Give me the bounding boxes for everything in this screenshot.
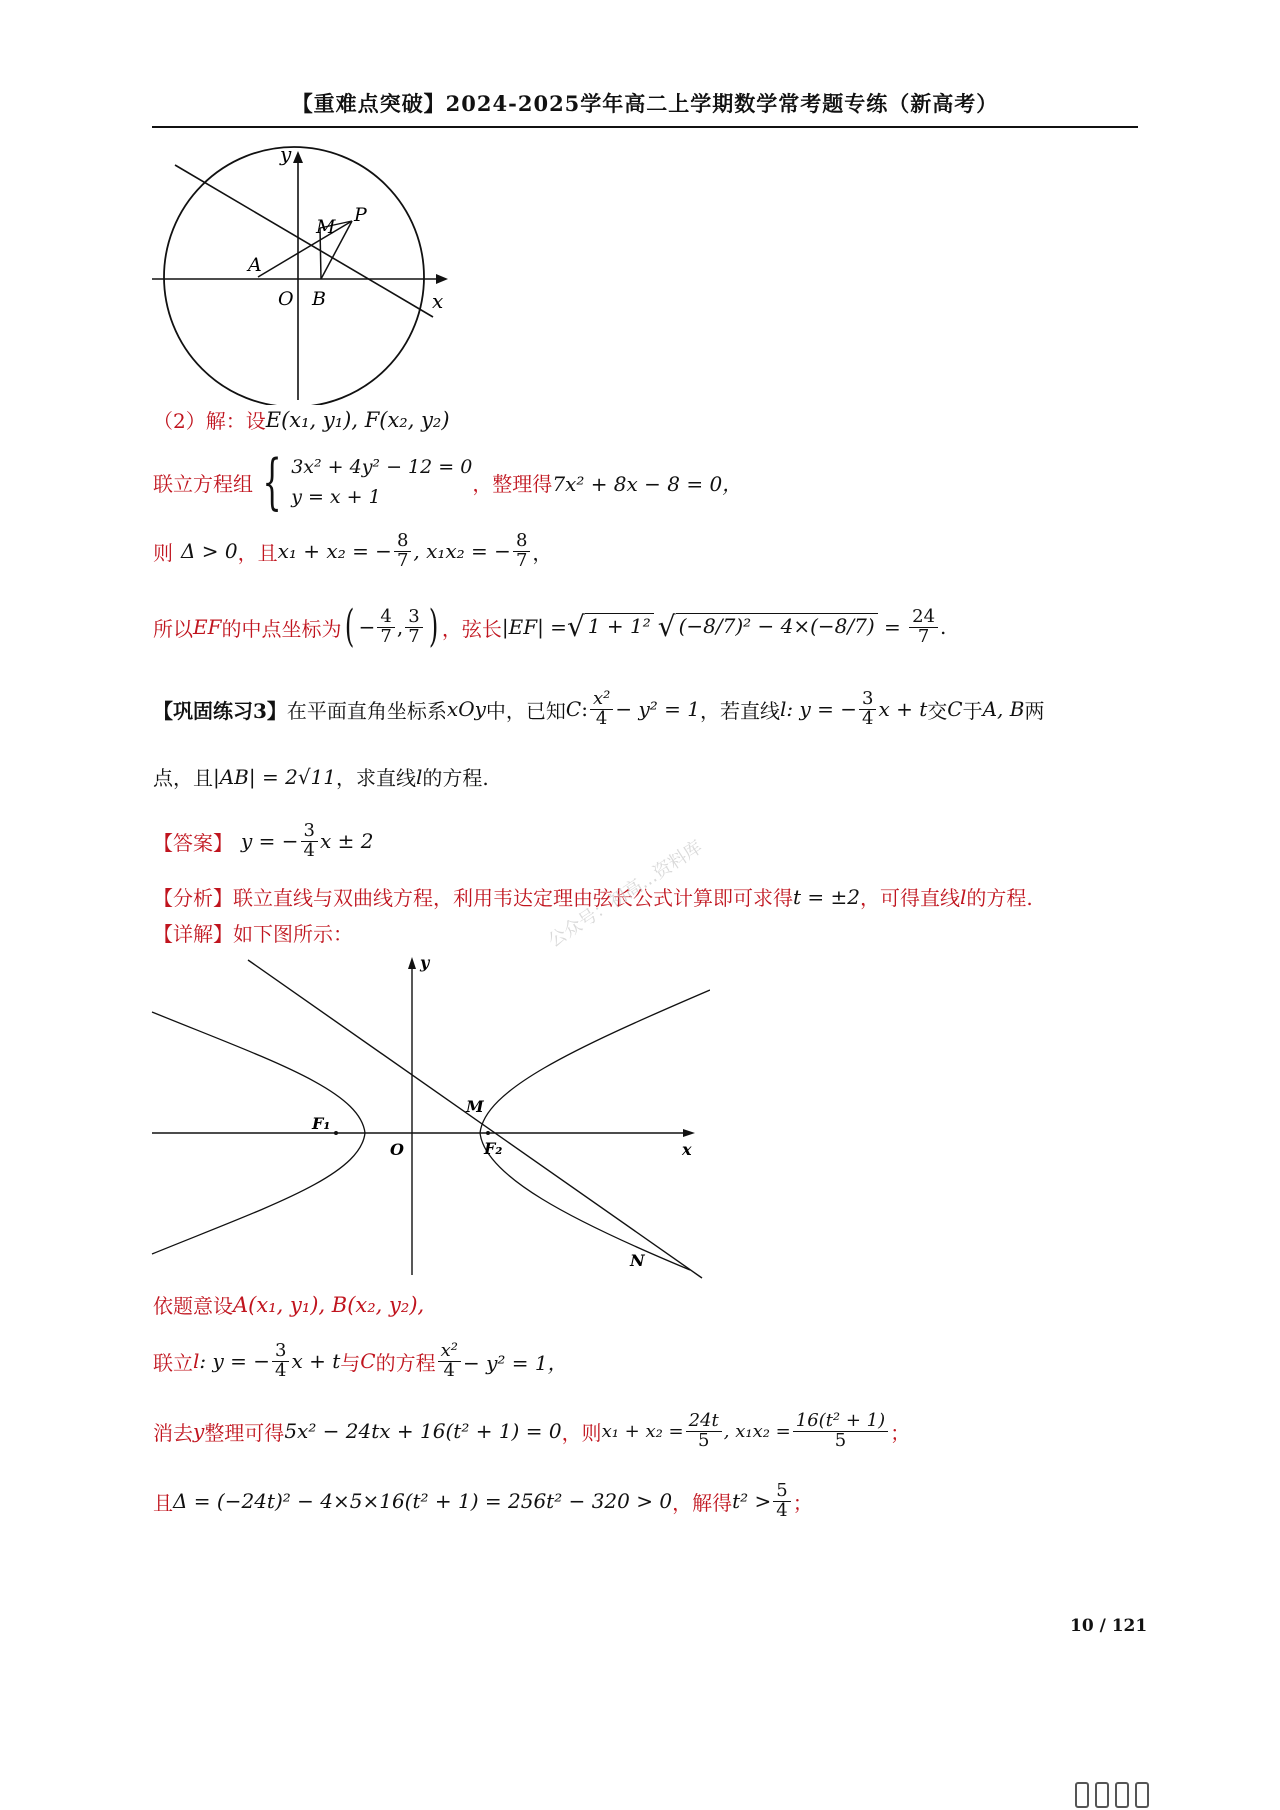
page-header-title: 【重难点突破】2024-2025学年高二上学期数学常考题专练（新高考） (291, 91, 999, 116)
label-O: O (278, 288, 294, 310)
step4-frac: $\frac{5}{4}$ (773, 1482, 790, 1521)
header-rule (152, 126, 1138, 128)
brace-symbol: { (262, 447, 282, 518)
label-M: M (316, 216, 336, 238)
step-3: 消去 y 整理可得 5x² − 24tx + 16(t² + 1) = 0 ，则 x₁ + x₂ = $\frac{24t}{5}$ , x₁x₂ = $\frac{\text{16(t² + 1)}}{5}$ ； (153, 1410, 911, 1451)
step2-curve: $\frac{\text{x²}}{4}$ (438, 1342, 461, 1381)
label-P: P (354, 204, 367, 226)
right-paren: ) (428, 601, 438, 652)
product-lhs: , x₁x₂ = − (413, 539, 511, 564)
exercise3-text-a: 在平面直角坐标系 (286, 698, 447, 723)
chord-lead: ，弦长 (441, 616, 502, 641)
label-A: A (248, 254, 262, 276)
chord-lhs: |EF| = (501, 615, 567, 639)
label-O: O (390, 1140, 404, 1159)
points-AB: A, B (982, 697, 1025, 722)
label-y: y (420, 953, 430, 972)
step2-slope: $\frac{3}{4}$ (272, 1342, 289, 1381)
line2-b: ，求直线 (336, 766, 417, 790)
line-secant (175, 165, 433, 317)
then-lead: 则 (153, 540, 173, 565)
x-axis-arrow (683, 1129, 695, 1137)
sqrt-1: √ 1 + 1² (567, 613, 654, 641)
step3-sum: $\frac{24t}{5}$ (686, 1412, 722, 1451)
focus-F1-dot (334, 1131, 338, 1135)
exercise3-text-c: ，若直线 (699, 698, 780, 723)
exercise3-line-1: 【巩固练习3】 在平面直角坐标系 xOy 中，已知 C : $\frac{\text{x²}}{4}$ − y² = 1 ，若直线 l : y = − $\frac{3}{4}$ x + t 交 C 于 A, B 两 (153, 688, 1045, 729)
sum-fraction: $\frac{8}{7}$ (394, 532, 411, 571)
t-value: t = ±2 (793, 884, 860, 909)
exercise3-text-f: 两 (1024, 698, 1045, 723)
and-lead: ，且 (237, 540, 278, 565)
answer-tag: 【答案】 (153, 830, 233, 855)
label-N: N (630, 1251, 645, 1270)
page-number: 10 / 121 (1070, 1616, 1148, 1636)
line-eq-a: : y = − (786, 697, 858, 722)
y-axis-arrow (408, 957, 416, 969)
sqrt-2: √ (−8/7)² − 4×(−8/7) (658, 613, 878, 641)
watermark-text: 公众号：初高...资料库 (544, 836, 707, 952)
quadratic: 5x² − 24tx + 16(t² + 1) = 0 (284, 1419, 562, 1444)
solution-line-2 (153, 447, 743, 518)
exercise3-text-e: 于 (962, 698, 983, 723)
focus-F2-dot (486, 1131, 490, 1135)
line-eq-b: x + t (878, 697, 928, 722)
detail-text: 如下图所示： (233, 922, 353, 946)
discriminant: Δ = (−24t)² − 4×5×16(t² + 1) = 256t² − 320 > 0 (173, 1489, 673, 1514)
answer-line: 【答案】 y = − $\frac{3}{4}$ x ± 2 (153, 820, 374, 861)
slope-fraction: $\frac{3}{4}$ (859, 690, 876, 729)
equation-system (253, 447, 473, 518)
midpoint-lead: 所以 (153, 616, 193, 641)
system-lead: 联立方程组 (153, 471, 253, 496)
line2-a: 点，且 (153, 766, 213, 790)
step-1: 依题意设 A(x₁, y₁), B(x₂, y₂), (153, 1292, 425, 1318)
exercise3-tag: 【巩固练习3】 (153, 698, 287, 723)
x-axis-arrow (436, 274, 448, 284)
circle (164, 147, 424, 405)
solution-line-3 (153, 532, 552, 571)
label-x: x (682, 1140, 692, 1159)
step-2: 联立 l : y = − $\frac{3}{4}$ x + t 与 C 的方程 $\frac{\text{x²}}{4}$ − y² = 1， (153, 1340, 568, 1381)
points-EF: E(x₁, y₁), F(x₂, y₂) (265, 407, 450, 432)
bottom-marks (1075, 1782, 1149, 1808)
detail-tag: 【详解】 (153, 922, 233, 946)
arranged-lead: ，整理得 (472, 471, 553, 496)
circle-figure (140, 145, 470, 405)
arranged-equation: 7x² + 8x − 8 = 0， (552, 471, 743, 496)
exercise3-line-2: 点，且 |AB| = 2√11 ，求直线 l 的方程. (153, 762, 489, 791)
curve-fraction: $\frac{\text{x²}}{4}$ (590, 690, 613, 729)
label-B: B (312, 288, 326, 310)
segment-EF: EF (193, 615, 222, 639)
analysis-line: 【分析】 联立直线与双曲线方程，利用韦达定理由弦长公式计算即可求得 t = ±2 ，可得直线 l 的方程. (153, 882, 1033, 911)
left-paren: ( (345, 601, 355, 652)
exercise3-text-b: 中，已知 (485, 698, 566, 723)
line-l: l (779, 697, 787, 722)
sum-lhs: x₁ + x₂ = − (277, 539, 392, 564)
label-M: M (466, 1097, 484, 1116)
y-axis-arrow (293, 151, 303, 163)
hyperbola-right-branch (480, 990, 710, 1270)
curve-rest: − y² = 1 (615, 697, 700, 722)
chord-result: $\frac{24}{7}$ (909, 608, 938, 647)
analysis-tag: 【分析】 (153, 886, 233, 910)
points-AB-def: A(x₁, y₁), B(x₂, y₂), (233, 1292, 425, 1317)
midpoint-x: $\frac{4}{7}$ (377, 608, 394, 647)
step3-prod: $\frac{\text{16(t² + 1)}}{5}$ (793, 1412, 888, 1451)
solution-line-1 (153, 405, 450, 434)
detail-line (153, 918, 353, 947)
label-F2: F₂ (484, 1139, 503, 1158)
delta-condition: Δ > 0 (181, 539, 238, 564)
step-4: 且 Δ = (−24t)² − 4×5×16(t² + 1) = 256t² − 320 > 0 ，解得 t² > $\frac{5}{4}$ ； (153, 1480, 813, 1521)
label-y: y (280, 145, 292, 166)
midpoint-y: $\frac{3}{7}$ (405, 608, 422, 647)
solution-line-4: 所以 EF 的中点坐标为 ( − $\frac{4}{7}$ , $\frac{3}{7}$ ) ，弦长 |EF| = √ 1 + 1² √ (−8/7)² − 4×(−8/7) = $\frac{24}{7}$ . (153, 601, 947, 652)
label-x: x (432, 289, 444, 313)
product-fraction: $\frac{8}{7}$ (513, 532, 530, 571)
analysis-text: 联立直线与双曲线方程，利用韦达定理由弦长公式计算即可求得 (233, 886, 793, 910)
line3-end: ， (532, 540, 553, 565)
hyperbola-figure (150, 950, 710, 1280)
xoy: xOy (446, 697, 486, 722)
answer-fraction: $\frac{3}{4}$ (301, 822, 318, 861)
equation-2: y = x + 1 (291, 486, 381, 509)
line2-c: 的方程. (422, 766, 489, 790)
segment-A-P (258, 221, 352, 277)
curve-C: C (565, 697, 582, 722)
exercise3-text-d: 交 (927, 698, 948, 723)
line4-end: . (940, 615, 947, 639)
label-F1: F₁ (312, 1114, 331, 1133)
ab-length: |AB| = 2√11 (213, 764, 337, 789)
midpoint-text: 的中点坐标为 (221, 616, 342, 641)
solution-intro: （2）解：设 (153, 409, 266, 433)
equation-rows (291, 452, 472, 513)
equation-1: 3x² + 4y² − 12 = 0 (291, 456, 473, 478)
